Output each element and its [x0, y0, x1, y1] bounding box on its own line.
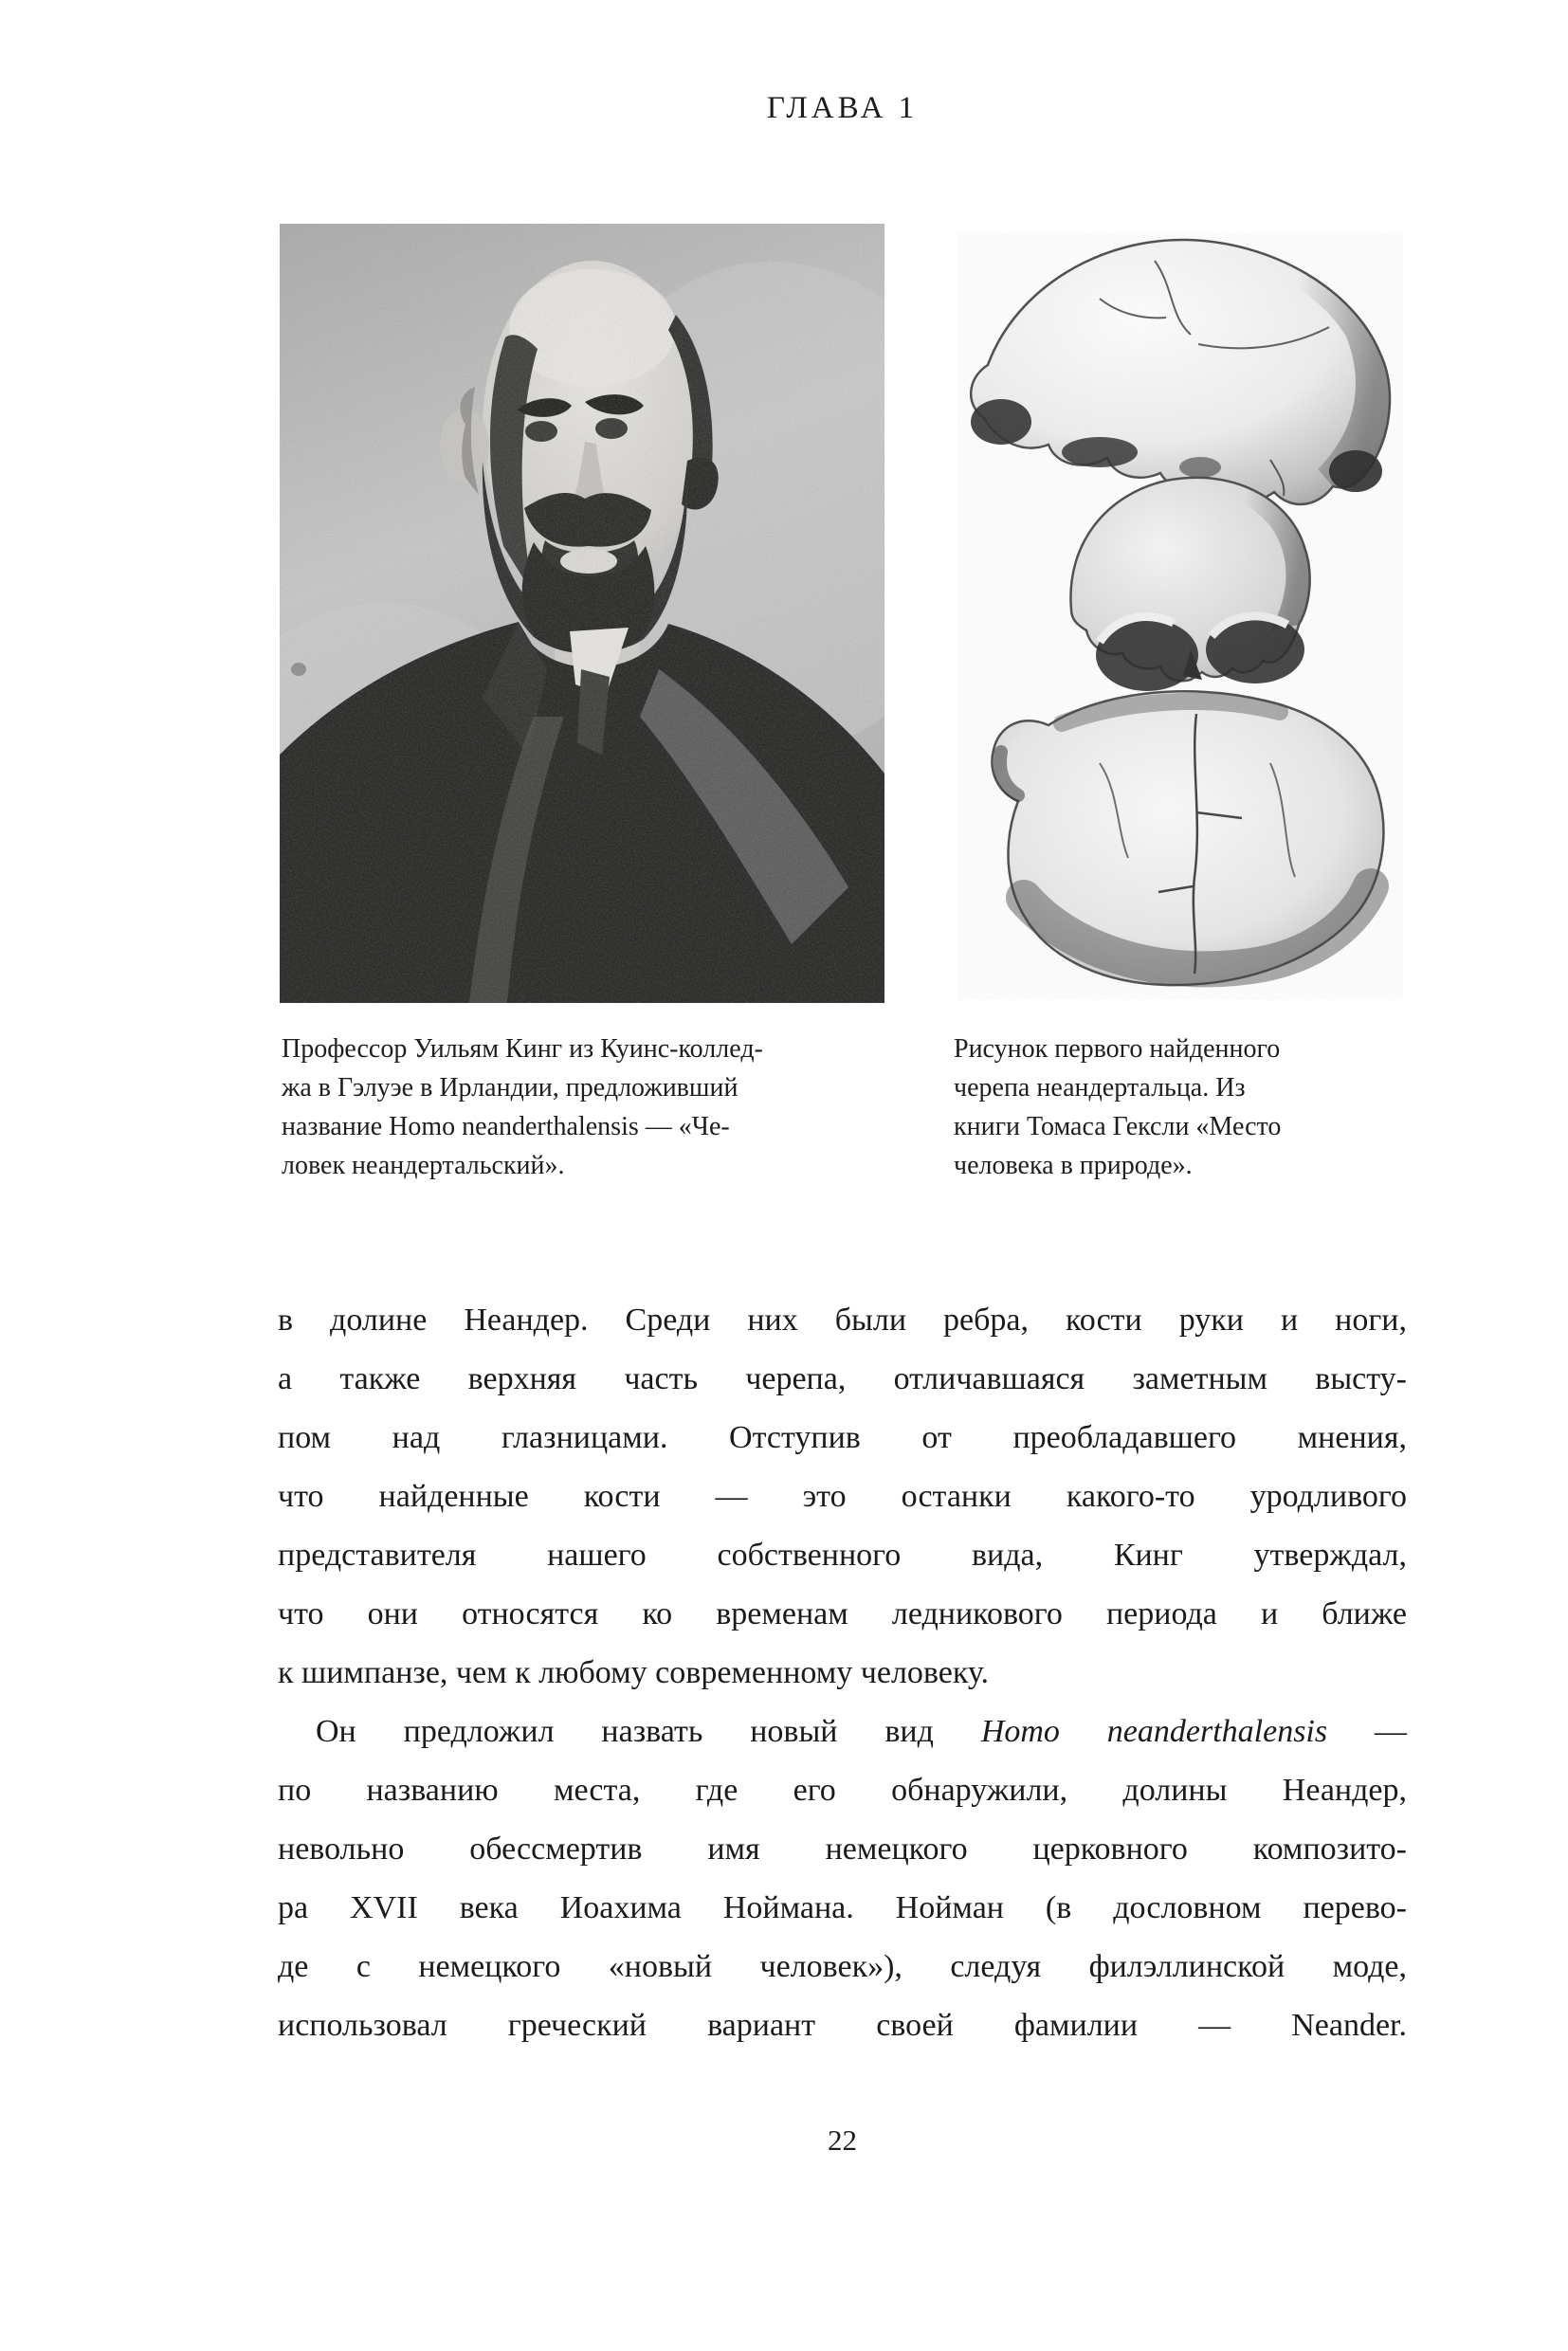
body-line: невольно обессмертив имя немецкого церковного композито- [278, 1832, 1407, 1867]
body-line: использовал греческий вариант своей фамилии — Neander. [278, 2008, 1407, 2043]
caption-portrait [282, 1030, 907, 1185]
caption-line: Профессор Уильям Кинг из Куинс-коллед- [282, 1034, 763, 1064]
body-text [278, 1291, 1407, 2055]
skull-drawing [957, 232, 1403, 1000]
body-line: что они относятся ко временам ледникового периода и ближе [278, 1596, 1407, 1631]
caption-line: черепа неандертальца. Из [954, 1073, 1246, 1103]
caption-line: человека в природе». [954, 1151, 1193, 1180]
portrait-photo [280, 224, 884, 1003]
portrait-svg [280, 224, 884, 1003]
caption-line: книги Томаса Гексли «Место [954, 1112, 1282, 1141]
caption-line: жа в Гэлуэе в Ирландии, предложивший [282, 1073, 738, 1103]
body-line-text: — [1327, 1714, 1407, 1749]
body-line: по названию места, где его обнаружили, долины Неандер, [278, 1773, 1407, 1808]
body-line: к шимпанзе, чем к любому современному человеку. [278, 1655, 990, 1690]
body-line: в долине Неандер. Среди них были ребра, кости руки и ноги, [278, 1303, 1407, 1338]
caption-line: Рисунок первого найденного [954, 1034, 1281, 1064]
species-name-italic: Homo neanderthalensis [980, 1714, 1328, 1749]
caption-line: ловек неандертальский». [282, 1151, 565, 1180]
body-line: а также верхняя часть черепа, отличавшаяся заметным высту- [278, 1361, 1407, 1396]
body-line: что найденные кости — это останки какого-то уродливого [278, 1479, 1407, 1514]
body-line-paragraph-start [278, 1703, 1407, 1761]
skull-svg [957, 232, 1403, 1000]
body-line: представителя нашего собственного вида, Кинг утверждал, [278, 1538, 1407, 1573]
body-line: ра XVII века Иоахима Ноймана. Нойман (в дословном перево- [278, 1890, 1407, 1925]
body-line-text: Он предложил назвать новый вид [316, 1714, 981, 1749]
caption-skull [954, 1030, 1409, 1185]
page-number: 22 [828, 2123, 857, 2157]
caption-line: название Homo neanderthalensis — «Че- [282, 1112, 730, 1141]
chapter-heading: ГЛАВА 1 [766, 91, 919, 125]
body-line: пом над глазницами. Отступив от преобладавшего мнения, [278, 1420, 1407, 1455]
body-line: де с немецкого «новый человек»), следуя филэллинской моде, [278, 1949, 1407, 1984]
